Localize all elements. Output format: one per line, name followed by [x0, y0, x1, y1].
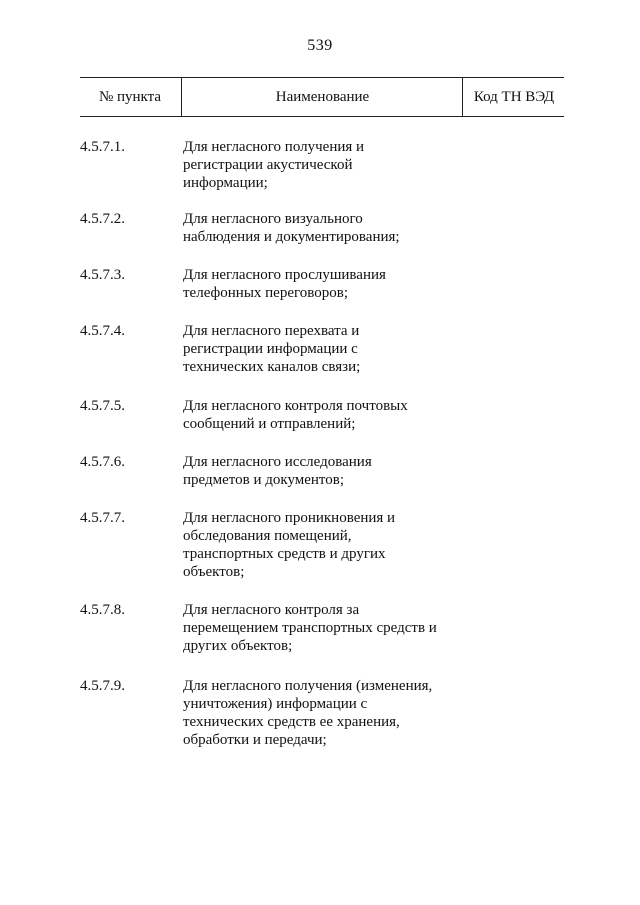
row-text-line: Для негласного получения и: [183, 139, 365, 155]
row-text: [183, 677, 463, 749]
row-text: [183, 453, 463, 489]
row-number: 4.5.7.4.: [80, 323, 125, 339]
row-number: 4.5.7.8.: [80, 602, 125, 618]
row-number: 4.5.7.2.: [80, 211, 125, 227]
row-text: [183, 266, 463, 302]
header-item-number: № пункта: [98, 89, 162, 105]
row-text-line: уничтожения) информации с: [183, 696, 368, 712]
row-text-line: информации;: [183, 175, 268, 191]
row-number: 4.5.7.3.: [80, 267, 125, 283]
row-text-line: регистрации акустической: [183, 157, 353, 173]
row-text: [183, 601, 463, 655]
row-text-line: Для негласного контроля почтовых: [183, 398, 408, 414]
row-text-line: Для негласного исследования: [183, 454, 372, 470]
row-number: 4.5.7.5.: [80, 398, 125, 414]
row-number: 4.5.7.1.: [80, 139, 125, 155]
row-text-line: перемещением транспортных средств и: [183, 620, 437, 636]
row-text-line: Для негласного прослушивания: [183, 267, 386, 283]
row-number: 4.5.7.7.: [80, 510, 125, 526]
row-text: [183, 138, 463, 192]
row-text-line: технических каналов связи;: [183, 359, 361, 375]
row-text: [183, 322, 463, 376]
row-text-line: сообщений и отправлений;: [183, 416, 356, 432]
row-text-line: предметов и документов;: [183, 472, 345, 488]
row-text-line: объектов;: [183, 564, 245, 580]
row-text-line: регистрации информации с: [183, 341, 358, 357]
header-name: Наименование: [181, 78, 463, 116]
page-number: 539: [307, 37, 333, 54]
row-text-line: транспортных средств и других: [183, 546, 386, 562]
row-text-line: Для негласного перехвата и: [183, 323, 360, 339]
table-header: [80, 77, 564, 117]
row-text-line: Для негласного контроля за: [183, 602, 360, 618]
row-number: 4.5.7.6.: [80, 454, 125, 470]
row-text-line: Для негласного визуального: [183, 211, 363, 227]
row-text-line: телефонных переговоров;: [183, 285, 348, 301]
row-text-line: технических средств ее хранения,: [183, 714, 400, 730]
row-number: 4.5.7.9.: [80, 678, 125, 694]
row-text-line: обработки и передачи;: [183, 732, 327, 748]
row-text: [183, 509, 463, 581]
row-text: [183, 210, 463, 246]
row-text: [183, 397, 463, 433]
row-text-line: Для негласного проникновения и: [183, 510, 396, 526]
row-text-line: наблюдения и документирования;: [183, 229, 400, 245]
row-text-line: обследования помещений,: [183, 528, 352, 544]
row-text-line: Для негласного получения (изменения,: [183, 678, 433, 694]
row-text-line: других объектов;: [183, 638, 293, 654]
header-tn-ved-code: Код ТН ВЭД: [462, 78, 565, 116]
